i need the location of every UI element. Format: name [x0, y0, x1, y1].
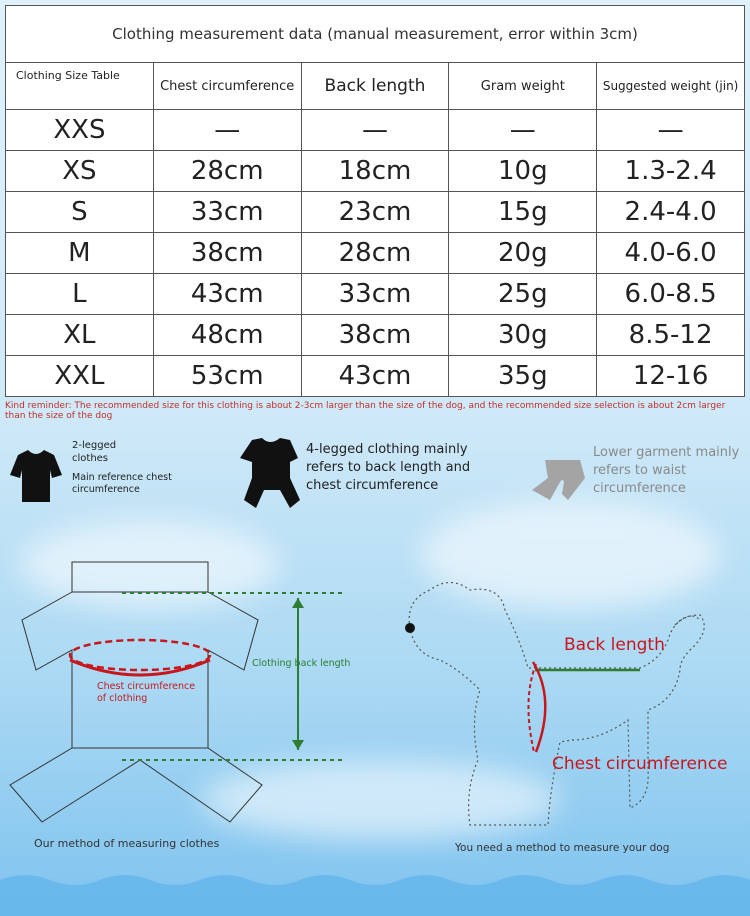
table-cell: L: [6, 274, 154, 315]
two-legged-title: 2-legged clothes: [72, 440, 117, 464]
header-size: Clothing Size Table: [6, 63, 154, 110]
header-back-length: Back length: [301, 63, 449, 110]
table-cell: 15g: [449, 192, 597, 233]
table-title: Clothing measurement data (manual measurement, error within 3cm): [6, 6, 745, 63]
table-cell: —: [153, 110, 301, 151]
clothes-method-caption: Our method of measuring clothes: [34, 837, 220, 850]
table-cell: 43cm: [301, 356, 449, 397]
table-cell: —: [449, 110, 597, 151]
table-cell: 23cm: [301, 192, 449, 233]
dog-back-length-label: Back length: [564, 635, 665, 655]
table-cell: 43cm: [153, 274, 301, 315]
chest-front-arc: [70, 660, 210, 675]
table-cell: 2.4-4.0: [597, 192, 745, 233]
table-cell: XL: [6, 315, 154, 356]
table-cell: 28cm: [153, 151, 301, 192]
table-cell: XXL: [6, 356, 154, 397]
dog-outline-drawing: [409, 583, 704, 826]
table-cell: 25g: [449, 274, 597, 315]
dog-method-caption: You need a method to measure your dog: [455, 842, 670, 854]
clothing-back-length-label: Clothing back length: [252, 658, 351, 669]
dog-chest-back-arc: [528, 664, 536, 752]
table-cell: —: [301, 110, 449, 151]
table-cell: 48cm: [153, 315, 301, 356]
table-cell: XS: [6, 151, 154, 192]
header-suggested-weight: Suggested weight (jin): [597, 63, 745, 110]
table-cell: 38cm: [301, 315, 449, 356]
table-cell: XXS: [6, 110, 154, 151]
table-cell: 53cm: [153, 356, 301, 397]
table-cell: 30g: [449, 315, 597, 356]
table-cell: 33cm: [301, 274, 449, 315]
table-cell: 28cm: [301, 233, 449, 274]
wave-decoration: [0, 875, 750, 916]
dog-chest-front-arc: [533, 662, 545, 752]
table-cell: 8.5-12: [597, 315, 745, 356]
table-cell: 38cm: [153, 233, 301, 274]
chest-clothing-label: Chest circumference of clothing: [97, 681, 196, 704]
header-chest: Chest circumference: [153, 63, 301, 110]
header-gram-weight: Gram weight: [449, 63, 597, 110]
table-cell: 10g: [449, 151, 597, 192]
table-cell: 35g: [449, 356, 597, 397]
table-cell: 12-16: [597, 356, 745, 397]
table-cell: S: [6, 192, 154, 233]
table-cell: 1.3-2.4: [597, 151, 745, 192]
two-legged-desc: Main reference chest circumference: [72, 472, 172, 495]
table-cell: 18cm: [301, 151, 449, 192]
lower-garment-desc: Lower garment mainly refers to waist circumference: [593, 445, 740, 496]
dog-nose-icon: [405, 623, 415, 633]
dog-chest-label: Chest circumference: [552, 754, 728, 774]
four-legged-desc: 4-legged clothing mainly refers to back length and chest circumference: [306, 442, 471, 493]
table-cell: —: [597, 110, 745, 151]
table-cell: 33cm: [153, 192, 301, 233]
table-cell: 20g: [449, 233, 597, 274]
table-cell: M: [6, 233, 154, 274]
chest-dashed-ellipse: [70, 640, 210, 670]
table-cell: 6.0-8.5: [597, 274, 745, 315]
kind-reminder: Kind reminder: The recommended size for this clothing is about 2-3cm larger than the size of the dog, and the recommended size selection is about 2cm larger than the size of the dog: [5, 401, 726, 421]
table-cell: 4.0-6.0: [597, 233, 745, 274]
